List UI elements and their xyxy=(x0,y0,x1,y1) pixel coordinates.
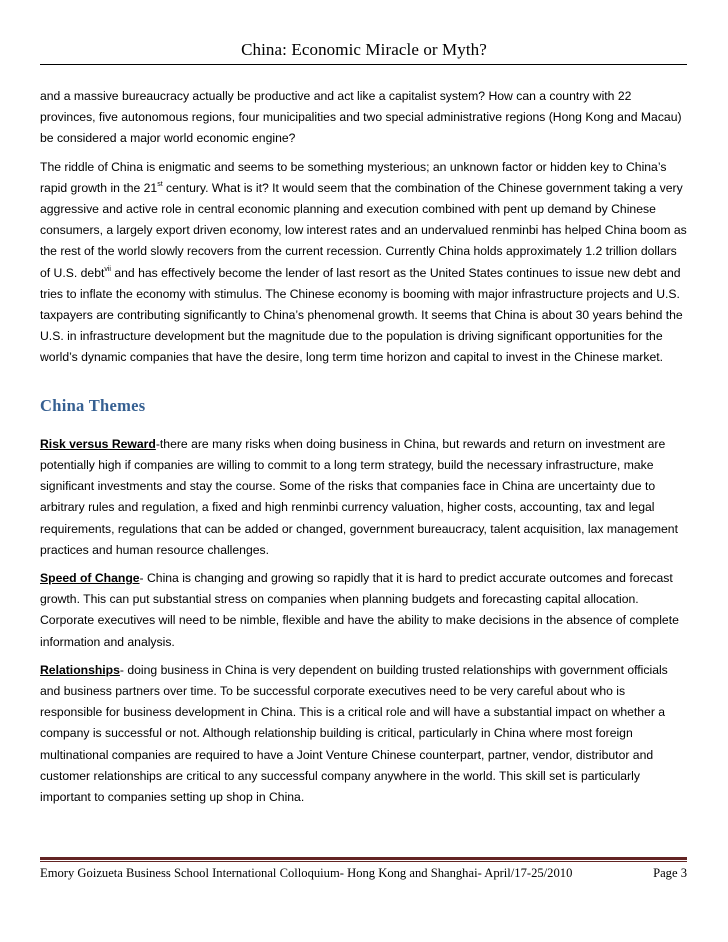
theme-text: - China is changing and growing so rapidly that it is hard to predict accurate outcomes and forecast growth. This can put substantial stress on companies when planning budgets and forecasting capital allocation. Corporate executives will need to be nimble, flexible and have the ability to make decisions in the absence of complete information and analysis. xyxy=(40,571,679,649)
intro-paragraph-2-part-b: century. What is it? It would seem that the combination of the Chinese government taking a very aggressive and active role in central economic planning and execution combined with pent up demand by Chinese consumers, a largely export driven economy, low interest rates and an undervalued renminbi has helped China boom as the rest of the world slowly recovers from the current recession. Currently China holds approximately 1.2 trillion dollars of U.S. debt xyxy=(40,180,687,280)
theme-term: Speed of Change xyxy=(40,571,140,586)
intro-paragraph-2-part-c: and has effectively become the lender of last resort as the United States continues to issue new debt and tries to inflate the economy with stimulus. The Chinese economy is booming with major infrastructure projects and U.S. taxpayers are contributing significantly to China’s phenomenal growth. It seems that China is about 30 years behind the U.S. in infrastructure development but the magnitude due to the population is driving significant opportunities for the world’s dynamic companies that have the desire, long term time horizon and capital to invest in the Chinese market. xyxy=(40,265,683,365)
footer-divider-thin xyxy=(40,861,687,862)
intro-paragraph-2-part-a: The riddle of China is enigmatic and seems to be something mysterious; an unknown factor or hidden key to China’s rapid growth in the 21 xyxy=(40,159,667,195)
document-body xyxy=(40,86,688,815)
theme-term: Relationships xyxy=(40,662,120,677)
superscript-st: st xyxy=(157,180,163,188)
section-heading: China Themes xyxy=(40,395,146,415)
header-divider xyxy=(40,64,687,65)
theme-text: - doing business in China is very dependent on building trusted relationships with government officials and business partners over time. To be successful corporate executives need to be very careful about who is responsible for business development in China. This is a critical role and will have a substantial impact on whether a company is successful or not. Although relationship building is critical, particularly in China where most foreign multinational companies are required to have a Joint Venture Chinese counterpart, partner, vendor, distributor and customer relationships are critical to any successful company anywhere in the world. This skill set is particularly important to companies setting up shop in China. xyxy=(40,662,668,805)
page-header-title: China: Economic Miracle or Myth? xyxy=(241,40,487,59)
theme-term: Risk versus Reward xyxy=(40,436,156,451)
theme-paragraph-speed xyxy=(40,568,688,653)
theme-text: -there are many risks when doing business in China, but rewards and return on investment are potentially high if companies are willing to commit to a long term strategy, build the necessary infrastructure, make significant investments and stay the course. Some of the risks that companies face in China are uncertainty due to arbitrary rules and regulation, a fixed and high renminbi currency valuation, higher costs, accounting, tax and legal requirements, regulations that can be added or changed, government bureaucracy, talent acquisition, lax management practices and human resource challenges. xyxy=(40,436,678,557)
intro-paragraph-2 xyxy=(40,157,688,369)
footer-event-text: Emory Goizueta Business School International Colloquium- Hong Kong and Shanghai- April/17-25/2010 xyxy=(40,866,573,880)
endnote-reference[interactable]: vii xyxy=(104,265,111,273)
intro-paragraph-1: and a massive bureaucracy actually be productive and act like a capitalist system? How can a country with 22 provinces, five autonomous regions, four municipalities and two special administrative regions (Hong Kong and Macau) be considered a major world economic engine? xyxy=(40,89,682,146)
theme-paragraph-relationships xyxy=(40,660,688,808)
page-number: Page 3 xyxy=(653,866,687,880)
footer-divider-thick xyxy=(40,857,687,860)
theme-paragraph-risk xyxy=(40,434,688,561)
